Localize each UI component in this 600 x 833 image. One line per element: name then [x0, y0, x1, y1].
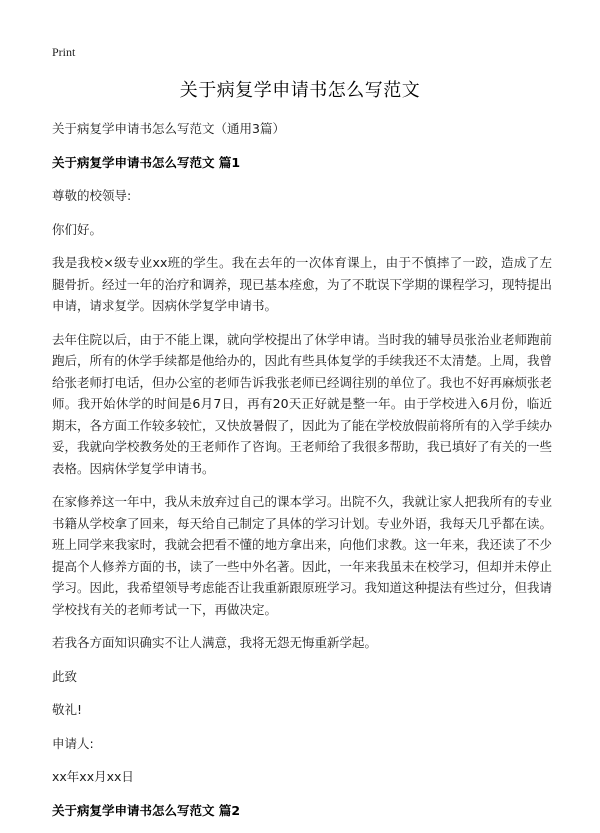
- closing-line-2: 敬礼!: [52, 702, 83, 717]
- document-body: [52, 118, 552, 833]
- greeting: 你们好。: [52, 221, 103, 237]
- print-label: Print: [52, 45, 76, 59]
- body-paragraph-1: 我是我校×级专业xx班的学生。我在去年的一次体育课上，由于不慎摔了一跤，造成了左腿骨折。经过一年的治疗和调养，现已基本痊愈，为了不耽误下学期的课程学习，现特提出申请，请求复学。因病休学复学申请书。: [52, 255, 553, 313]
- salutation: 尊敬的校领导:: [52, 188, 132, 203]
- applicant-label: 申请人:: [52, 735, 94, 751]
- body-paragraph-4: 若我各方面知识确实不让人满意，我将无怨无悔重新学起。: [52, 635, 378, 650]
- closing-line-1: 此致: [52, 668, 78, 684]
- section-heading-1: 关于病复学申请书怎么写范文 篇1: [52, 154, 241, 170]
- date-line: xx年xx月xx日: [52, 769, 134, 784]
- body-paragraph-2: 去年住院以后，由于不能上课，就向学校提出了休学申请。当时我的辅导员张治业老师跑前跑后，所有的休学手续都是他给办的，因此有些具体复学的手续我还不太清楚。上周，我曾给张老师打电话，但办公室的老师告诉我张老师已经调往别的单位了。我也不好再麻烦张老师。我开始休学的时间是6月7日，再有20天正好就是整一年。由于学校进入6月份，临近期末，各方面工作较多较忙，又快放暑假了，因此为了能在学校放假前将所有的入学手续办妥，我就向学校教务处的王老师作了咨询。王老师给了我很多帮助，我已填好了有关的一些表格。因病休学复学申请书。: [52, 331, 553, 476]
- section-heading-2: 关于病复学申请书怎么写范文 篇2: [52, 802, 241, 818]
- page-title: 关于病复学申请书怎么写范文: [179, 80, 421, 101]
- document-subtitle: 关于病复学申请书怎么写范文（通用3篇）: [52, 121, 285, 136]
- body-paragraph-3: 在家修养这一年中，我从未放弃过自己的课本学习。出院不久，我就让家人把我所有的专业书籍从学校拿了回来，每天给自己制定了具体的学习计划。专业外语，我每天几乎都在读。班上同学来我家时，我就会把看不懂的地方拿出来，向他们求教。这一年来，我还读了不少提高个人修养方面的书，读了一些中外名著。因此，一年来我虽未在校学习，但却并未停止学习。因此，我希望领导考虑能否让我重新跟原班学习。我知道这种提法有些过分，但我请学校找有关的老师考试一下，再做决定。: [52, 494, 553, 617]
